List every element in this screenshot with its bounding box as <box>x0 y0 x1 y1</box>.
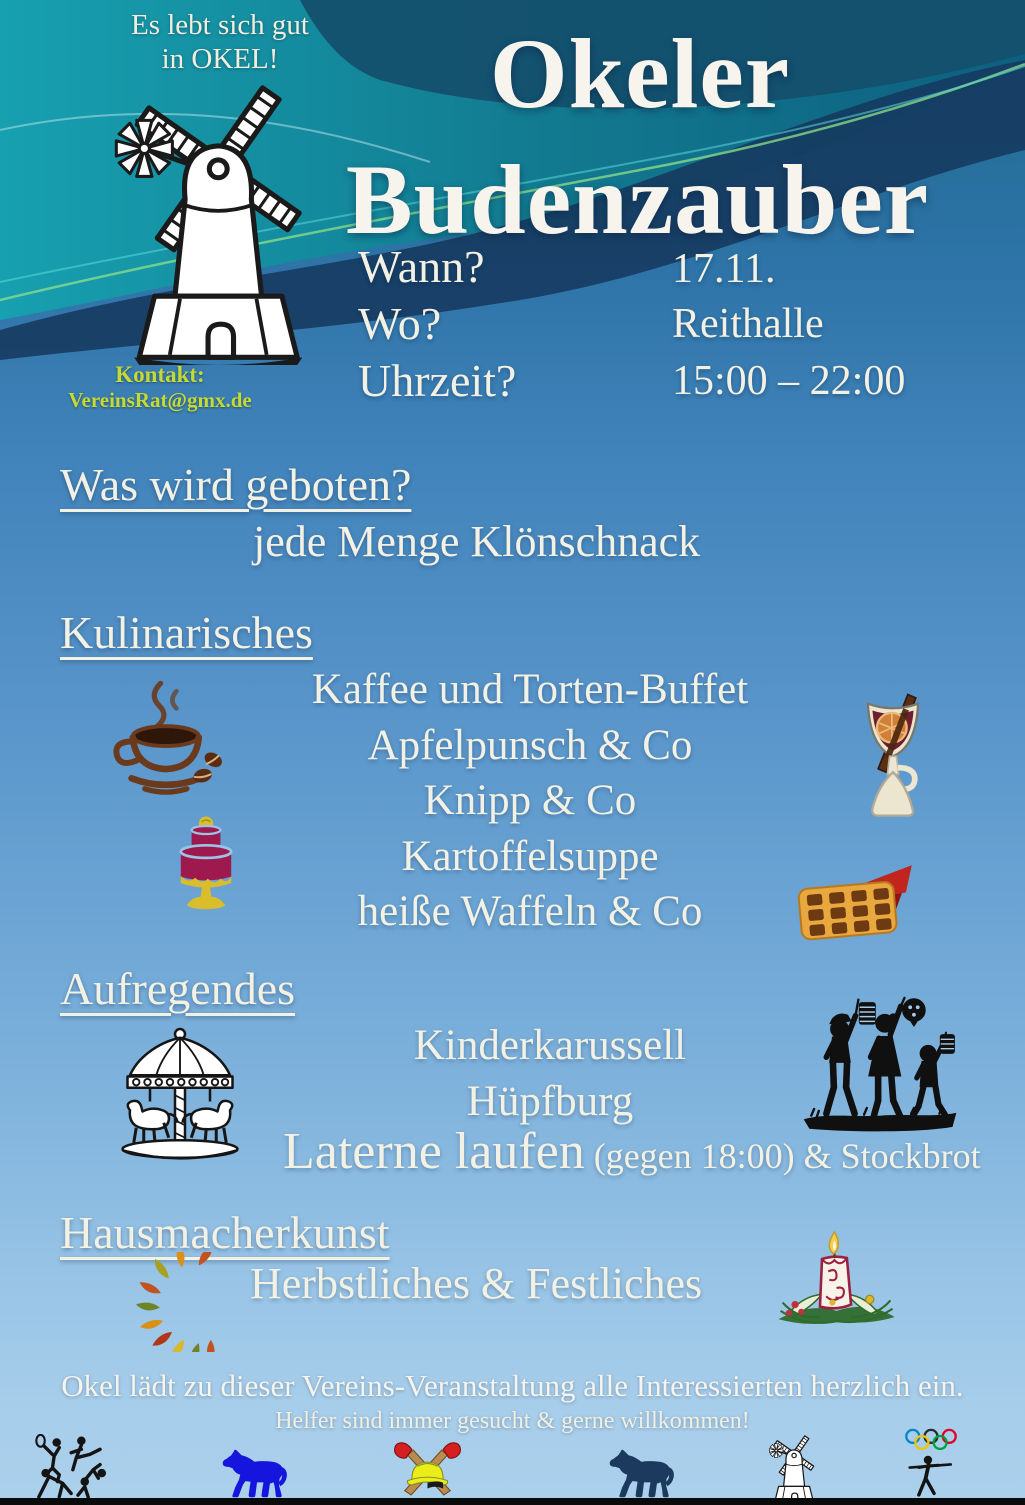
dark-horse-icon <box>592 1445 687 1503</box>
windmill-small-icon <box>760 1432 822 1503</box>
list-item: Hüpfburg <box>466 1078 634 1125</box>
footer-helpers: Helfer sind immer gesucht & gerne willkommen! <box>275 1408 750 1434</box>
slogan-line1: Es lebt sich gut <box>130 9 309 41</box>
waffle-icon <box>793 856 925 942</box>
laterne-main: Laterne laufen <box>283 1123 585 1180</box>
aufregendes-list <box>300 1018 800 1130</box>
title-line2: Budenzauber <box>345 144 930 255</box>
title-line1: Okeler <box>489 18 791 129</box>
slogan-line2: in OKEL! <box>161 43 279 76</box>
footer-invitation: Okel lädt zu dieser Vereins-Veranstaltung alle Interessierten herzlich ein. <box>61 1368 964 1403</box>
layer-cake-icon <box>170 812 242 911</box>
section-heading-kulinarisches: Kulinarisches <box>60 607 313 658</box>
detail-value-time: 15:00 – 22:00 <box>672 358 906 404</box>
hausmacherkunst-item: Herbstliches & Festliches <box>250 1259 703 1308</box>
detail-value-date: 17.11. <box>672 246 776 292</box>
coffee-cup-icon <box>92 678 237 810</box>
section-heading-offer: Was wird geboten? <box>60 459 412 510</box>
list-item: heiße Waffeln & Co <box>357 888 703 935</box>
detail-label-wo: Wo? <box>358 298 442 349</box>
section-heading-aufregendes: Aufregendes <box>60 963 296 1014</box>
laterne-note: (gegen 18:00) & Stockbrot <box>584 1136 981 1176</box>
detail-label-wann: Wann? <box>358 241 485 292</box>
kulinarisches-list <box>225 662 835 940</box>
list-item: Kinderkarussell <box>413 1022 687 1069</box>
children-lantern-parade-icon <box>798 995 963 1141</box>
sports-figures-icon <box>22 1434 122 1502</box>
contact-label: Kontakt: <box>115 362 205 387</box>
detail-label-uhrzeit: Uhrzeit? <box>358 355 517 406</box>
punch-glass-icon <box>853 690 933 827</box>
list-item: Kaffee und Torten-Buffet <box>311 666 749 713</box>
olympic-shooter-icon <box>895 1428 967 1504</box>
contact-email: VereinsRat@gmx.de <box>68 388 252 412</box>
carousel-icon <box>105 1025 255 1163</box>
fire-brigade-icon <box>380 1438 475 1502</box>
blue-horse-icon <box>205 1445 300 1503</box>
offer-lead: jede Menge Klönschnack <box>253 517 701 566</box>
list-item: Knipp & Co <box>423 777 637 824</box>
list-item: Kartoffelsuppe <box>401 832 659 880</box>
list-item: Apfelpunsch & Co <box>367 721 693 769</box>
photo-edge-strip <box>0 1498 1025 1505</box>
detail-value-location: Reithalle <box>672 301 824 347</box>
autumn-leaves-icon <box>132 1252 232 1352</box>
festive-candle-icon <box>768 1230 903 1344</box>
contact-block <box>30 362 290 413</box>
section-heading-hausmacherkunst: Hausmacherkunst <box>60 1207 390 1258</box>
